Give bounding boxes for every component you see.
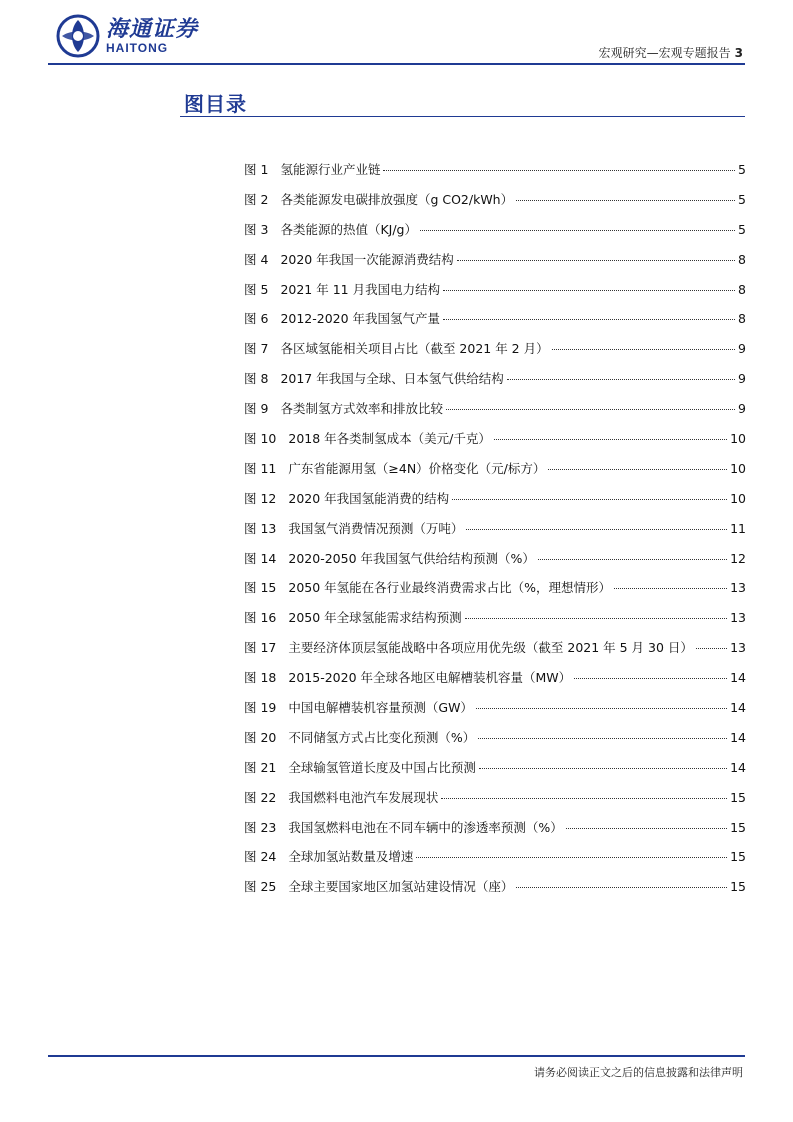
leader-dots [383,170,735,171]
leader-dots [548,469,727,470]
figure-title: 各区域氢能相关项目占比（截至 2021 年 2 月） [280,341,549,357]
figure-page-number: 5 [738,221,746,237]
figure-title: 主要经济体顶层氢能战略中各项应用优先级（截至 2021 年 5 月 30 日） [288,640,693,656]
figure-title: 各类制氢方式效率和排放比较 [280,401,443,417]
figure-number: 图 16 [244,610,277,626]
toc-entry[interactable] [244,788,746,818]
toc-entry[interactable] [244,758,746,788]
toc-entry[interactable] [244,608,746,638]
figure-number: 图 23 [244,819,277,835]
figure-title: 我国氢燃料电池在不同车辆中的渗透率预测（%） [288,819,563,835]
figure-page-number: 13 [730,580,746,596]
figure-title: 全球输氢管道长度及中国占比预测 [288,759,476,775]
logo-chinese-name: 海通证券 [106,16,199,42]
figure-number: 图 17 [244,640,277,656]
leader-dots [538,559,727,560]
figure-title: 我国氢气消费情况预测（万吨） [288,520,464,536]
figure-page-number: 5 [738,162,746,177]
figure-number: 图 14 [244,550,277,566]
toc-entry[interactable] [244,578,746,608]
figure-number: 图 20 [244,729,277,745]
toc-entry[interactable] [244,489,746,519]
toc-entry[interactable] [244,668,746,698]
toc-entry[interactable] [244,877,746,907]
toc-entry[interactable] [244,728,746,758]
leader-dots [516,887,727,888]
header-divider [48,63,745,65]
toc-entry[interactable] [244,160,746,190]
leader-dots [466,529,727,530]
figure-table-of-contents [244,160,746,907]
toc-entry[interactable] [244,847,746,877]
figure-page-number: 13 [730,640,746,656]
leader-dots [479,768,727,769]
leader-dots [507,379,735,380]
figure-title: 2050 年氢能在各行业最终消费需求占比（%，理想情形） [288,580,612,596]
figure-page-number: 8 [738,281,746,297]
toc-entry[interactable] [244,429,746,459]
figure-number: 图 4 [244,251,269,267]
toc-entry[interactable] [244,339,746,369]
figure-page-number: 9 [738,341,746,357]
leader-dots [566,828,727,829]
toc-entry[interactable] [244,220,746,250]
figure-title: 各类能源发电碳排放强度（g CO2/kWh） [280,191,514,207]
leader-dots [457,260,735,261]
figure-page-number: 8 [738,311,746,327]
figure-title: 全球主要国家地区加氢站建设情况（座） [288,879,514,895]
leader-dots [614,588,727,589]
figure-title: 2018 年各类制氢成本（美元/千克） [288,431,491,447]
figure-page-number: 14 [730,759,746,775]
figure-number: 图 7 [244,341,269,357]
figure-title: 2050 年全球氢能需求结构预测 [288,610,462,626]
figure-number: 图 1 [244,162,269,177]
haitong-emblem-icon [56,14,100,58]
figure-page-number: 15 [730,819,746,835]
figure-number: 图 21 [244,759,277,775]
figure-title: 全球加氢站数量及增速 [288,849,414,865]
leader-dots [443,290,735,291]
figure-number: 图 19 [244,700,277,716]
toc-heading: 图目录 [184,92,247,116]
figure-number: 图 8 [244,371,269,387]
toc-heading-underline [180,116,745,117]
toc-entry[interactable] [244,818,746,848]
leader-dots [696,648,727,649]
toc-entry[interactable] [244,190,746,220]
figure-page-number: 8 [738,251,746,267]
figure-title: 我国燃料电池汽车发展现状 [288,789,439,805]
footer-divider [48,1055,745,1057]
figure-number: 图 11 [244,460,277,476]
leader-dots [416,857,727,858]
section-name: 宏观研究—宏观专题报告 [598,46,731,60]
leader-dots [516,200,735,201]
leader-dots [478,738,727,739]
figure-number: 图 3 [244,221,269,237]
figure-number: 图 2 [244,191,269,207]
toc-entry[interactable] [244,459,746,489]
figure-number: 图 15 [244,580,277,596]
figure-title: 2021 年 11 月我国电力结构 [280,281,441,297]
figure-title: 2020 年我国氢能消费的结构 [288,490,450,506]
figure-title: 广东省能源用氢（≥4N）价格变化（元/标方） [288,460,546,476]
toc-entry[interactable] [244,280,746,310]
toc-entry[interactable] [244,369,746,399]
figure-page-number: 11 [730,520,746,536]
figure-title: 2017 年我国与全球、日本氢气供给结构 [280,371,504,387]
leader-dots [441,798,727,799]
figure-number: 图 22 [244,789,277,805]
figure-title: 2020-2050 年我国氢气供给结构预测（%） [288,550,535,566]
figure-title: 2012-2020 年我国氢气产量 [280,311,441,327]
figure-title: 各类能源的热值（KJ/g） [280,221,417,237]
figure-page-number: 13 [730,610,746,626]
figure-page-number: 15 [730,849,746,865]
figure-number: 图 9 [244,401,269,417]
figure-page-number: 10 [730,490,746,506]
header-section-label [599,44,743,61]
leader-dots [446,409,735,410]
figure-page-number: 12 [730,550,746,566]
toc-entry[interactable] [244,519,746,549]
toc-entry[interactable] [244,250,746,280]
leader-dots [443,319,735,320]
toc-entry[interactable] [244,549,746,579]
figure-page-number: 14 [730,670,746,686]
page-number: 3 [734,46,743,60]
figure-page-number: 15 [730,789,746,805]
toc-entry[interactable] [244,698,746,728]
figure-title: 2015-2020 年全球各地区电解槽装机容量（MW） [288,670,572,686]
leader-dots [465,618,727,619]
haitong-logo [56,14,198,58]
figure-page-number: 9 [738,371,746,387]
leader-dots [420,230,735,231]
disclaimer-note: 请务必阅读正文之后的信息披露和法律声明 [534,1066,743,1079]
figure-number: 图 25 [244,879,277,895]
figure-page-number: 10 [730,431,746,447]
figure-number: 图 24 [244,849,277,865]
figure-number: 图 13 [244,520,277,536]
leader-dots [574,678,727,679]
figure-title: 不同储氢方式占比变化预测（%） [288,729,476,745]
figure-number: 图 18 [244,670,277,686]
figure-title: 氢能源行业产业链 [280,162,381,177]
toc-entry[interactable] [244,638,746,668]
leader-dots [476,708,727,709]
figure-page-number: 10 [730,460,746,476]
figure-page-number: 15 [730,879,746,895]
figure-page-number: 9 [738,401,746,417]
leader-dots [552,349,735,350]
figure-number: 图 12 [244,490,277,506]
toc-entry[interactable] [244,399,746,429]
figure-title: 2020 年我国一次能源消费结构 [280,251,454,267]
figure-page-number: 14 [730,729,746,745]
logo-english-name: HAITONG [106,41,169,55]
figure-page-number: 14 [730,700,746,716]
toc-entry[interactable] [244,309,746,339]
figure-number: 图 5 [244,281,269,297]
figure-page-number: 5 [738,191,746,207]
leader-dots [494,439,727,440]
leader-dots [452,499,727,500]
figure-number: 图 10 [244,431,277,447]
figure-title: 中国电解槽装机容量预测（GW） [288,700,473,716]
figure-number: 图 6 [244,311,269,327]
